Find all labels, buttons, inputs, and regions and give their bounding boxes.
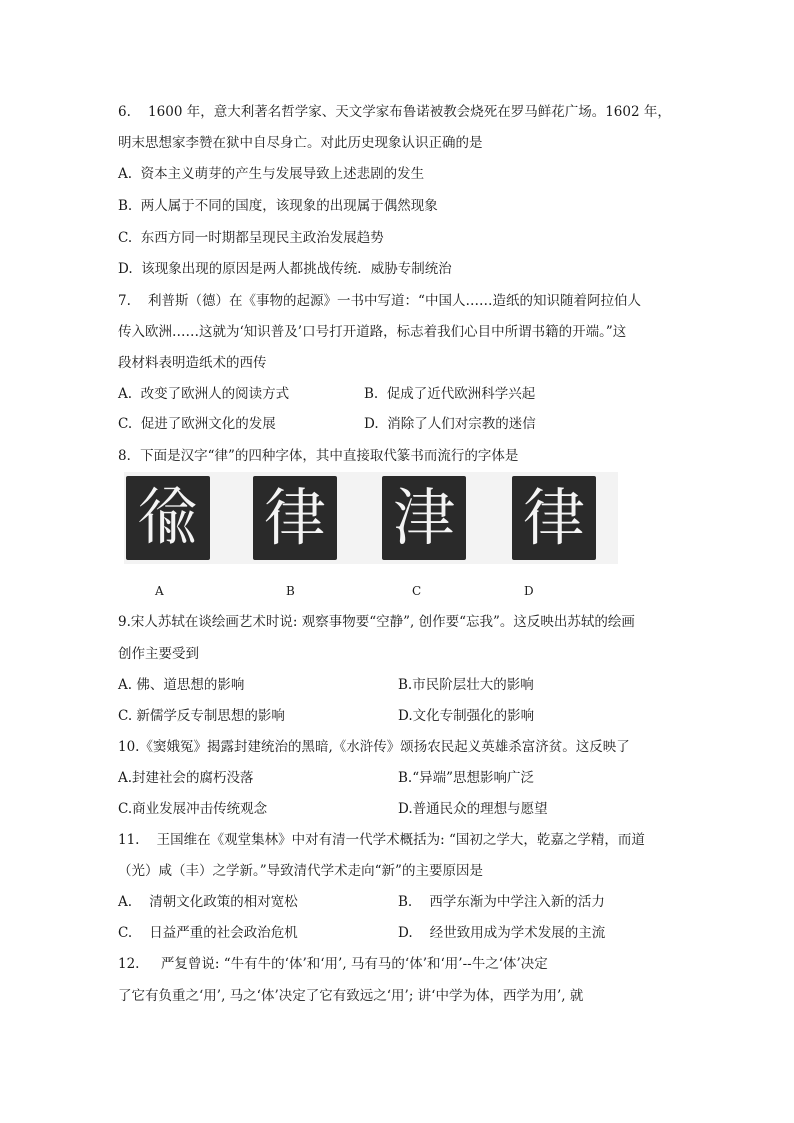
question-6-option-d: D. 该现象出现的原因是两人都挑战传统．威胁专制统治 (118, 261, 452, 277)
question-10-option-c: C.商业发展冲击传统观念 (118, 801, 268, 817)
glyph-d-cursive-script: 律 (512, 476, 596, 560)
question-11-option-c: C. 日益严重的社会政治危机 (118, 925, 298, 941)
question-9-stem-line-1: 9.宋人苏轼在谈绘画艺术时说: 观察事物要“空静”, 创作要“忘我”。这反映出苏轼的绘画 (118, 614, 635, 630)
question-11-option-d: D. 经世致用成为学术发展的主流 (398, 925, 606, 941)
glyph-a-seal-script: 𢔢 (126, 476, 210, 560)
question-7-options-row-1 (118, 384, 678, 404)
question-6-option-b: B. 两人属于不同的国度，该现象的出现属于偶然现象 (118, 198, 438, 214)
question-11-options-row-1 (118, 892, 678, 912)
question-7-option-b: B. 促成了近代欧洲科学兴起 (364, 386, 536, 402)
glyph-label-d: D (524, 584, 534, 598)
question-7-option-c: C. 促进了欧洲文化的发展 (118, 416, 276, 432)
question-10-option-d: D.普通民众的理想与愿望 (398, 801, 548, 817)
question-7-stem-line-1: 7. 利普斯（德）在《事物的起源》一书中写道：“中国人……造纸的知识随着阿拉伯人 (118, 293, 641, 309)
question-11-options-row-2 (118, 923, 678, 943)
question-7-stem-line-3: 段材料表明造纸术的西传 (118, 355, 267, 371)
question-6-option-c: C. 东西方同一时期都呈现民主政治发展趋势 (118, 230, 384, 246)
question-11-option-b: B. 西学东渐为中学注入新的活力 (398, 894, 605, 910)
question-6-stem-line-1: 6. 1600 年，意大利著名哲学家、天文学家布鲁诺被教会烧死在罗马鲜花广场。1602 年， (118, 104, 671, 120)
question-10-option-b: B.“异端”思想影响广泛 (398, 770, 535, 786)
question-9-option-c: C. 新儒学反专制思想的影响 (118, 708, 285, 724)
question-6-stem-line-2: 明末思想家李赞在狱中自尽身亡。对此历史现象认识正确的是 (118, 135, 483, 151)
question-10-option-a: A.封建社会的腐朽没落 (118, 770, 254, 786)
glyph-label-a: A (155, 584, 164, 598)
question-9-options-row-1 (118, 675, 678, 695)
question-7-stem-line-2: 传入欧洲……这就为‘知识普及’口号打开道路，标志着我们心目中所谓书籍的开端。”这 (118, 324, 627, 340)
question-8-stem: 8．下面是汉字“律”的四种字体，其中直接取代篆书而流行的字体是 (118, 448, 519, 464)
glyph-label-c: C (412, 584, 422, 598)
question-11-stem-line-1: 11. 王国维在《观堂集林》中对有清一代学术概括为: “国初之学大，乾嘉之学精，而道 (118, 832, 645, 848)
question-9-stem-line-2: 创作主要受到 (118, 646, 199, 662)
question-9-options-row-2 (118, 706, 678, 726)
question-11-option-a: A. 清朝文化政策的相对宽松 (118, 894, 298, 910)
question-9-option-b: B.市民阶层壮大的影响 (398, 677, 534, 693)
glyph-label-b: B (286, 584, 295, 598)
question-9-option-d: D.文化专制强化的影响 (398, 708, 535, 724)
question-6-option-a: A. 资本主义萌芽的产生与发展导致上述悲剧的发生 (118, 166, 425, 182)
glyph-b-regular-script: 律 (253, 476, 337, 560)
question-12-stem-line-1: 12. 严复曾说: “牛有牛的‘体’和‘用’, 马有马的‘体’和‘用’--牛之‘体’决定 (118, 956, 548, 972)
glyph-c-clerical-script: 津 (382, 476, 466, 560)
question-10-options-row-2 (118, 799, 678, 819)
question-7-options-row-2 (118, 414, 678, 434)
question-10-stem: 10.《窦娥冤》揭露封建统治的黑暗,《水浒传》颂扬农民起义英雄杀富济贫。这反映了 (118, 739, 630, 755)
question-12-stem-line-2: 了它有负重之‘用’, 马之‘体’决定了它有致远之‘用’; 讲‘中学为体，西学为用’, 就 (118, 988, 584, 1004)
question-10-options-row-1 (118, 768, 678, 788)
question-7-option-a: A. 改变了欧洲人的阅读方式 (118, 386, 290, 402)
question-11-stem-line-2: （光）咸（丰）之学新。”导致清代学术走向“新”的主要原因是 (118, 863, 483, 879)
question-7-option-d: D. 消除了人们对宗教的迷信 (364, 416, 536, 432)
question-9-option-a: A. 佛、道思想的影响 (118, 677, 245, 693)
